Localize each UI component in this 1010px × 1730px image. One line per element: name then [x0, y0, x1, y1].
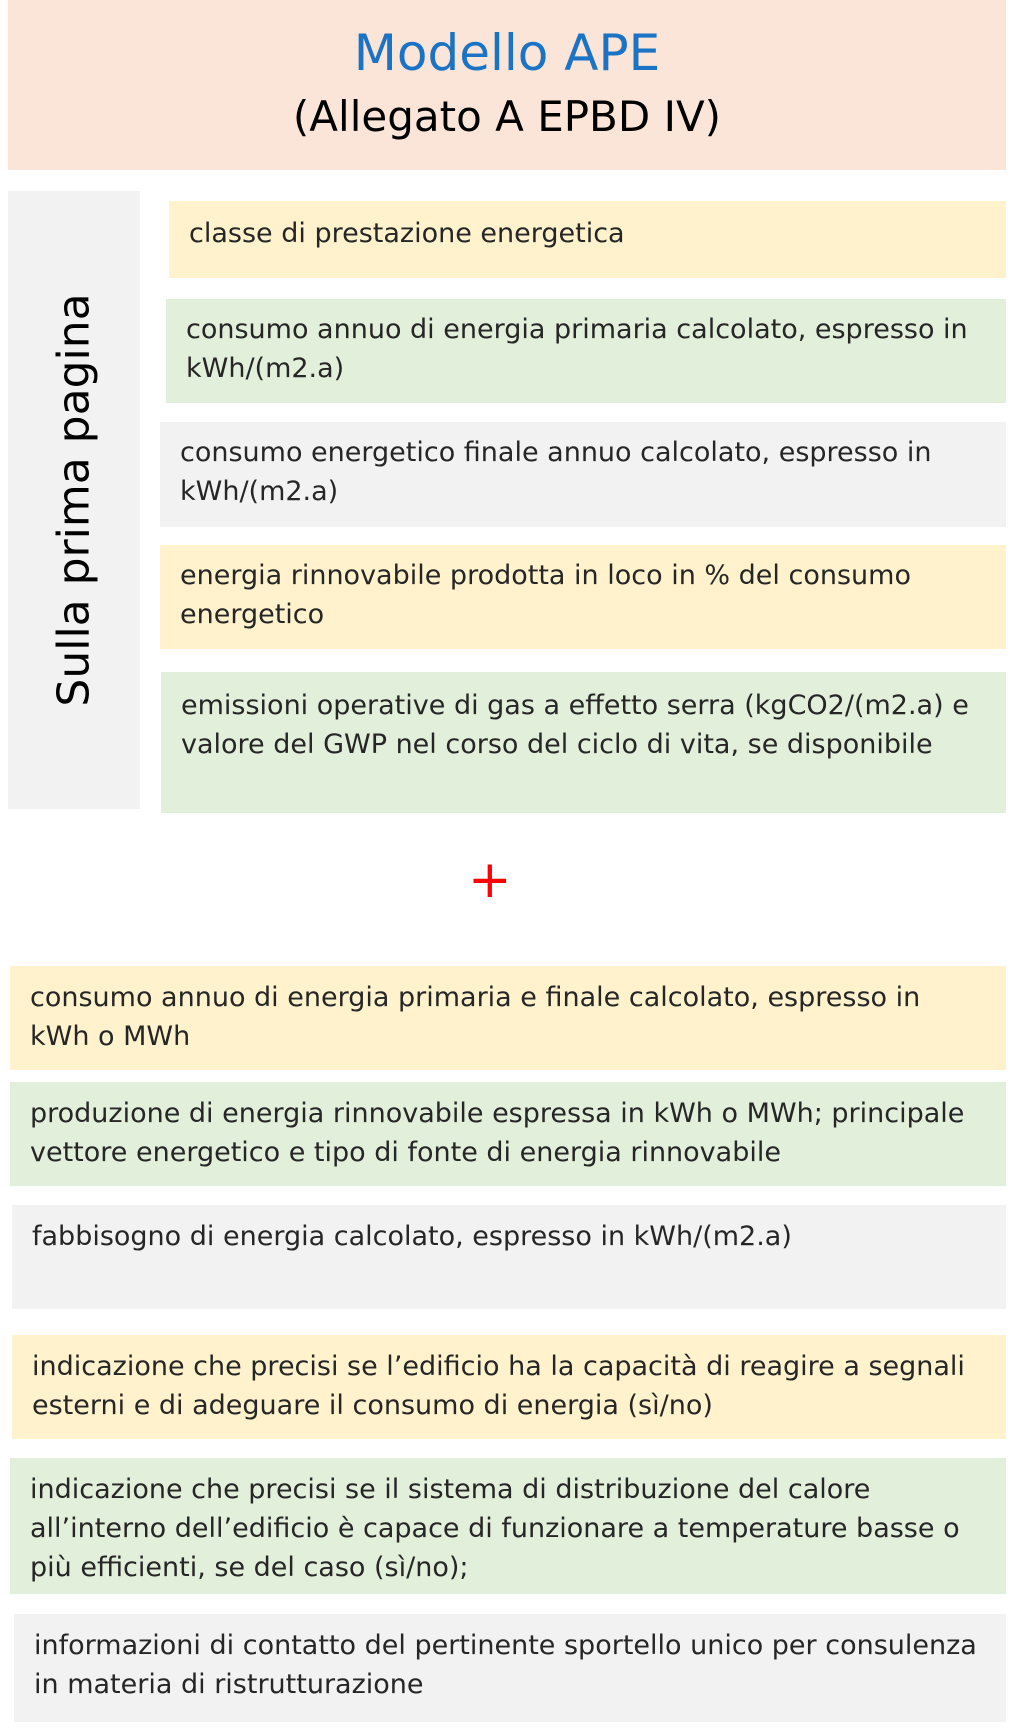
additional-item: informazioni di contatto del pertinente sportello unico per consulenza in materia di ristrutturazione	[14, 1614, 1006, 1722]
additional-item: indicazione che precisi se il sistema di distribuzione del calore all’interno dell’edificio è capace di funzionare a temperature basse o più efficienti, se del caso (sì/no);	[10, 1458, 1006, 1594]
additional-item: consumo annuo di energia primaria e finale calcolato, espresso in kWh o MWh	[10, 966, 1006, 1070]
first-page-item: classe di prestazione energetica	[169, 201, 1006, 278]
page-title: Modello APE	[353, 24, 661, 82]
page-subtitle: (Allegato A EPBD IV)	[292, 92, 722, 141]
first-page-item: consumo annuo di energia primaria calcolato, espresso in kWh/(m2.a)	[166, 299, 1006, 403]
header-banner	[8, 0, 1006, 170]
additional-item: produzione di energia rinnovabile espressa in kWh o MWh; principale vettore energetico e tipo di fonte di energia rinnovabile	[10, 1082, 1006, 1186]
side-label-panel	[8, 191, 140, 809]
side-label: Sulla prima pagina	[48, 293, 100, 707]
first-page-item: emissioni operative di gas a effetto serra (kgCO2/(m2.a) e valore del GWP nel corso del ciclo di vita, se disponibile	[161, 672, 1006, 813]
first-page-item: energia rinnovabile prodotta in loco in % del consumo energetico	[160, 545, 1006, 649]
plus-symbol: +	[468, 850, 512, 910]
additional-item: fabbisogno di energia calcolato, espresso in kWh/(m2.a)	[12, 1205, 1006, 1309]
first-page-item: consumo energetico finale annuo calcolato, espresso in kWh/(m2.a)	[160, 422, 1006, 527]
additional-item: indicazione che precisi se l’edificio ha la capacità di reagire a segnali esterni e di adeguare il consumo di energia (sì/no)	[12, 1335, 1006, 1439]
